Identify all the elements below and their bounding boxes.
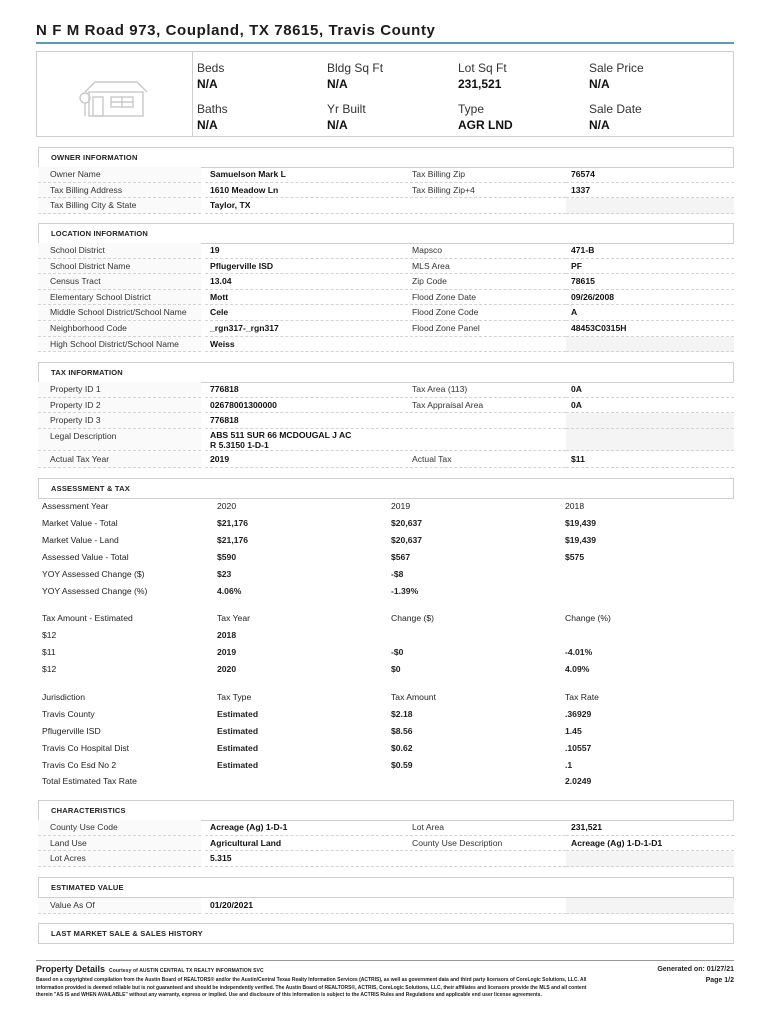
location-row (38, 243, 734, 259)
jurisdiction-row-cell: Estimated (217, 726, 259, 736)
yr-built-label: Yr Built (327, 102, 366, 116)
characteristics-value (566, 851, 734, 867)
location-label: School District (38, 243, 201, 259)
legal-description-row (38, 429, 734, 451)
location-value: 19 (205, 243, 399, 259)
jurisdiction-row-cell: Estimated (217, 709, 259, 719)
characteristics-label: Lot Area (400, 820, 566, 836)
jurisdiction-row-cell: Pflugerville ISD (42, 726, 101, 736)
jurisdiction-row (42, 723, 734, 740)
tax-label: Property ID 2 (38, 398, 201, 414)
location-value: Cele (205, 305, 399, 321)
owner-label: Tax Billing Zip (400, 167, 566, 183)
baths-label: Baths (197, 102, 228, 116)
owner-label: Tax Billing Address (38, 183, 201, 199)
jurisdiction-row-cell: $2.18 (391, 709, 413, 719)
assessment-row-cell: Market Value - Land (42, 535, 119, 545)
characteristics-value: 5.315 (205, 851, 399, 867)
jurisdiction-row-cell: Travis Co Esd No 2 (42, 760, 117, 770)
title-divider (36, 42, 734, 44)
yr-built-value: N/A (327, 118, 348, 132)
estimated-row (38, 898, 734, 914)
location-value: Pflugerville ISD (205, 259, 399, 275)
jurisdiction-row-cell: Travis County (42, 709, 95, 719)
owner-row (38, 167, 734, 183)
tax-estimate-header-row-cell: Change ($) (391, 613, 434, 623)
tax-label: Tax Appraisal Area (400, 398, 566, 414)
legal-description-label: Legal Description (38, 429, 201, 451)
tax-value (566, 413, 734, 429)
location-label: Zip Code (400, 274, 566, 290)
assessment-row-cell: 4.06% (217, 586, 242, 596)
sale-date-value: N/A (589, 118, 610, 132)
jurisdiction-row-cell: .36929 (565, 709, 592, 719)
characteristics-label: County Use Code (38, 820, 201, 836)
jurisdiction-row-cell: Travis Co Hospital Dist (42, 743, 130, 753)
beds-stat (197, 61, 224, 91)
bldg-sqft-stat (327, 61, 383, 91)
generated-on: Generated on: 01/27/21 (657, 966, 734, 973)
sale-date-label: Sale Date (589, 102, 642, 116)
owner-value: 1610 Meadow Ln (205, 183, 399, 199)
assessment-row-cell: $567 (391, 552, 411, 562)
assessment-row (42, 549, 734, 566)
assessment-row-cell: $21,176 (217, 535, 249, 545)
assessment-row-cell: $21,176 (217, 518, 249, 528)
tax-estimate-row-cell: $0 (391, 664, 401, 674)
owner-heading: OWNER INFORMATION (51, 153, 138, 162)
tax-row (38, 382, 734, 398)
tax-label: Tax Area (113) (400, 382, 566, 398)
location-row (38, 259, 734, 275)
location-value: 471-B (566, 243, 734, 259)
owner-value: Samuelson Mark L (205, 167, 399, 183)
type-label: Type (458, 102, 485, 116)
beds-value: N/A (197, 77, 218, 91)
assessment-row (42, 532, 734, 549)
assessment-header-row (42, 498, 734, 515)
bldg-sqft-value: N/A (327, 77, 348, 91)
legal-description-line-2: R 5.3150 1-D-1 (210, 439, 269, 450)
tax-estimate-row-cell: $11 (42, 647, 56, 657)
assessment-heading: ASSESSMENT & TAX (51, 484, 130, 493)
assessment-row-cell: -$8 (391, 569, 404, 579)
tax-estimate-row (42, 661, 734, 678)
jurisdiction-header-row-cell: Tax Amount (391, 692, 436, 702)
beds-label: Beds (197, 61, 225, 75)
location-value: Mott (205, 290, 399, 306)
tax-label: Property ID 1 (38, 382, 201, 398)
location-value: 48453C0315H (566, 321, 734, 337)
lot-sqft-label: Lot Sq Ft (458, 61, 507, 75)
type-value: AGR LND (458, 118, 513, 132)
tax-value: 02678001300000 (205, 398, 399, 414)
location-label: Neighborhood Code (38, 321, 201, 337)
location-value: Weiss (205, 337, 399, 353)
legal-description-empty-value (566, 429, 734, 451)
baths-value: N/A (197, 118, 218, 132)
assessment-header-row-cell: 2019 (391, 501, 411, 511)
location-value: PF (566, 259, 734, 275)
characteristics-label: County Use Description (400, 836, 566, 852)
location-label: MLS Area (400, 259, 566, 275)
owner-label: Owner Name (38, 167, 201, 183)
characteristics-value: Acreage (Ag) 1-D-1-D1 (566, 836, 734, 852)
footer-divider (36, 960, 734, 961)
lot-sqft-value: 231,521 (458, 77, 502, 91)
assessment-row-cell: Market Value - Total (42, 518, 118, 528)
location-row (38, 274, 734, 290)
sale-price-value: N/A (589, 77, 610, 91)
owner-value: Taylor, TX (205, 198, 399, 214)
page-number: Page 1/2 (705, 977, 734, 984)
assessment-row-cell: $23 (217, 569, 232, 579)
jurisdiction-row-cell: $8.56 (391, 726, 413, 736)
location-label: Elementary School District (38, 290, 201, 306)
assessment-row-cell: Assessed Value - Total (42, 552, 129, 562)
estimated-label (400, 898, 566, 914)
tax-estimate-header-row (42, 610, 734, 627)
location-value: A (566, 305, 734, 321)
estimated-label: Value As Of (38, 898, 201, 914)
jurisdiction-header-row-cell: Tax Type (217, 692, 252, 702)
actual-tax-year-value: 2019 (205, 452, 399, 468)
location-label: Mapsco (400, 243, 566, 259)
characteristics-label: Lot Acres (38, 851, 201, 867)
tax-estimate-row-cell: 2019 (217, 647, 237, 657)
characteristics-row (38, 836, 734, 852)
last-sale-heading: LAST MARKET SALE & SALES HISTORY (51, 929, 203, 938)
tax-estimate-row-cell: -4.01% (565, 647, 593, 657)
type-stat (458, 102, 513, 132)
owner-label: Tax Billing City & State (38, 198, 201, 214)
jurisdiction-row (42, 706, 734, 723)
jurisdiction-header-row-cell: Tax Rate (565, 692, 599, 702)
assessment-header-row-cell: 2018 (565, 501, 585, 511)
location-value: 78615 (566, 274, 734, 290)
legal-description-value (205, 429, 399, 451)
location-label: Census Tract (38, 274, 201, 290)
characteristics-value: 231,521 (566, 820, 734, 836)
owner-label (400, 198, 566, 214)
house-photo-placeholder (37, 52, 193, 136)
actual-tax-year-label: Actual Tax Year (38, 452, 201, 468)
characteristics-row (38, 820, 734, 836)
tax-label: Property ID 3 (38, 413, 201, 429)
tax-section-header (38, 362, 734, 383)
location-label: Flood Zone Date (400, 290, 566, 306)
page-title: N F M Road 973, Coupland, TX 78615, Travis County (36, 22, 436, 39)
baths-stat (197, 102, 228, 132)
characteristics-value: Agricultural Land (205, 836, 399, 852)
sale-date-stat (589, 102, 642, 132)
location-value: 09/26/2008 (566, 290, 734, 306)
characteristics-row (38, 851, 734, 867)
jurisdiction-row-cell: Estimated (217, 743, 259, 753)
owner-value: 76574 (566, 167, 734, 183)
jurisdiction-header-row-cell: Jurisdiction (42, 692, 85, 702)
footer-title (36, 964, 264, 974)
assessment-row-cell: $20,637 (391, 518, 423, 528)
owner-row (38, 183, 734, 199)
location-heading: LOCATION INFORMATION (51, 229, 149, 238)
owner-section-header (38, 147, 734, 168)
location-value: _rgn317-_rgn317 (205, 321, 399, 337)
lot-sqft-stat (458, 61, 507, 91)
sale-price-label: Sale Price (589, 61, 644, 75)
owner-value: 1337 (566, 183, 734, 199)
tax-estimate-row-cell: 4.09% (565, 664, 590, 674)
tax-label (400, 413, 566, 429)
bldg-sqft-label: Bldg Sq Ft (327, 61, 384, 75)
characteristics-value: Acreage (Ag) 1-D-1 (205, 820, 399, 836)
owner-row (38, 198, 734, 214)
assessment-row-cell: $19,439 (565, 518, 597, 528)
jurisdiction-row-cell: Estimated (217, 760, 259, 770)
jurisdiction-row-cell: 1.45 (565, 726, 582, 736)
tax-estimate-header-row-cell: Change (%) (565, 613, 611, 623)
location-label: Middle School District/School Name (38, 305, 201, 321)
estimated-heading: ESTIMATED VALUE (51, 883, 124, 892)
assessment-row-cell: $575 (565, 552, 585, 562)
location-section-header (38, 223, 734, 244)
owner-value (566, 198, 734, 214)
tax-estimate-row-cell: 2018 (217, 630, 237, 640)
legal-description-empty (400, 429, 566, 451)
jurisdiction-row-cell: $0.62 (391, 743, 413, 753)
tax-value: 0A (566, 398, 734, 414)
location-value (566, 337, 734, 353)
owner-label: Tax Billing Zip+4 (400, 183, 566, 199)
property-summary (36, 51, 734, 137)
actual-tax-row (38, 452, 734, 468)
characteristics-heading: CHARACTERISTICS (51, 806, 126, 815)
jurisdiction-header-row (42, 689, 734, 706)
tax-estimate-row-cell: 2020 (217, 664, 237, 674)
total-tax-rate-row (42, 773, 734, 790)
footer-title-text: Property Details (36, 964, 106, 974)
tax-estimate-row-cell: -$0 (391, 647, 404, 657)
footer-disclaimer: Based on a copyrighted compilation from the Austin Board of REALTORS® and/or the Austin/Central Texas Realty Information Services (ACTRIS), as well as government data and third party licensors of CoreLogic Solutions, LLC. All information provided is deemed reliable but is not guaranteed and should be independently verified. The Austin Board of REALTORS®, ACTRIS, CoreLogic Solutions, LLC, their affiliates and licensors provide the MLS and all content therein "AS IS and WHEN AVAILABLE" without any warranty, express or implied. Use and disclosure of this information is subject to the ACTRIS Rules and Regulations and applicable end user license agreements. (36, 977, 587, 999)
jurisdiction-row-cell: .1 (565, 760, 573, 770)
tax-value: 776818 (205, 382, 399, 398)
total-tax-rate-label: Total Estimated Tax Rate (42, 776, 137, 786)
assessment-row-cell: YOY Assessed Change (%) (42, 586, 148, 596)
tax-row (38, 398, 734, 414)
location-label (400, 337, 566, 353)
assessment-row (42, 566, 734, 583)
assessment-row-cell: $19,439 (565, 535, 597, 545)
tax-estimate-header-row-cell: Tax Amount - Estimated (42, 613, 133, 623)
total-tax-rate-value: 2.0249 (565, 776, 592, 786)
assessment-row-cell: $590 (217, 552, 237, 562)
location-row (38, 337, 734, 353)
location-label: Flood Zone Code (400, 305, 566, 321)
location-label: School District Name (38, 259, 201, 275)
tax-value: 0A (566, 382, 734, 398)
estimated-value: 01/20/2021 (205, 898, 399, 914)
footer-meta (657, 964, 734, 986)
estimated-section-header (38, 877, 734, 898)
location-label: Flood Zone Panel (400, 321, 566, 337)
jurisdiction-row-cell: .10557 (565, 743, 592, 753)
location-row (38, 290, 734, 306)
jurisdiction-row-cell: $0.59 (391, 760, 413, 770)
tax-estimate-row-cell: $12 (42, 630, 57, 640)
location-label: High School District/School Name (38, 337, 201, 353)
assessment-row-cell: -1.39% (391, 586, 419, 596)
assessment-header-row-cell: Assessment Year (42, 501, 109, 511)
tax-estimate-row (42, 627, 734, 644)
tax-estimate-row (42, 644, 734, 661)
assessment-header-row-cell: 2020 (217, 501, 237, 511)
actual-tax-value: $11 (566, 452, 734, 468)
location-row (38, 305, 734, 321)
jurisdiction-row (42, 740, 734, 757)
location-value: 13.04 (205, 274, 399, 290)
assessment-section-header (38, 478, 734, 499)
estimated-value (566, 898, 734, 914)
tax-row (38, 413, 734, 429)
yr-built-stat (327, 102, 366, 132)
house-icon (79, 70, 153, 118)
characteristics-label: Land Use (38, 836, 201, 852)
tax-heading: TAX INFORMATION (51, 368, 123, 377)
assessment-row-cell: $20,637 (391, 535, 423, 545)
last-sale-section-header (38, 923, 734, 944)
tax-estimate-header-row-cell: Tax Year (217, 613, 250, 623)
assessment-row (42, 515, 734, 532)
sale-price-stat (589, 61, 644, 91)
jurisdiction-row (42, 757, 734, 774)
location-row (38, 321, 734, 337)
tax-estimate-row-cell: $12 (42, 664, 57, 674)
characteristics-label (400, 851, 566, 867)
assessment-row (42, 583, 734, 600)
tax-value: 776818 (205, 413, 399, 429)
footer-courtesy: Courtesy of AUSTIN CENTRAL TX REALTY INFORMATION SVC (109, 968, 264, 974)
characteristics-section-header (38, 800, 734, 821)
assessment-row-cell: YOY Assessed Change ($) (42, 569, 145, 579)
actual-tax-label: Actual Tax (400, 452, 566, 468)
legal-description-line-1: ABS 511 SUR 66 MCDOUGAL J AC (210, 430, 352, 440)
